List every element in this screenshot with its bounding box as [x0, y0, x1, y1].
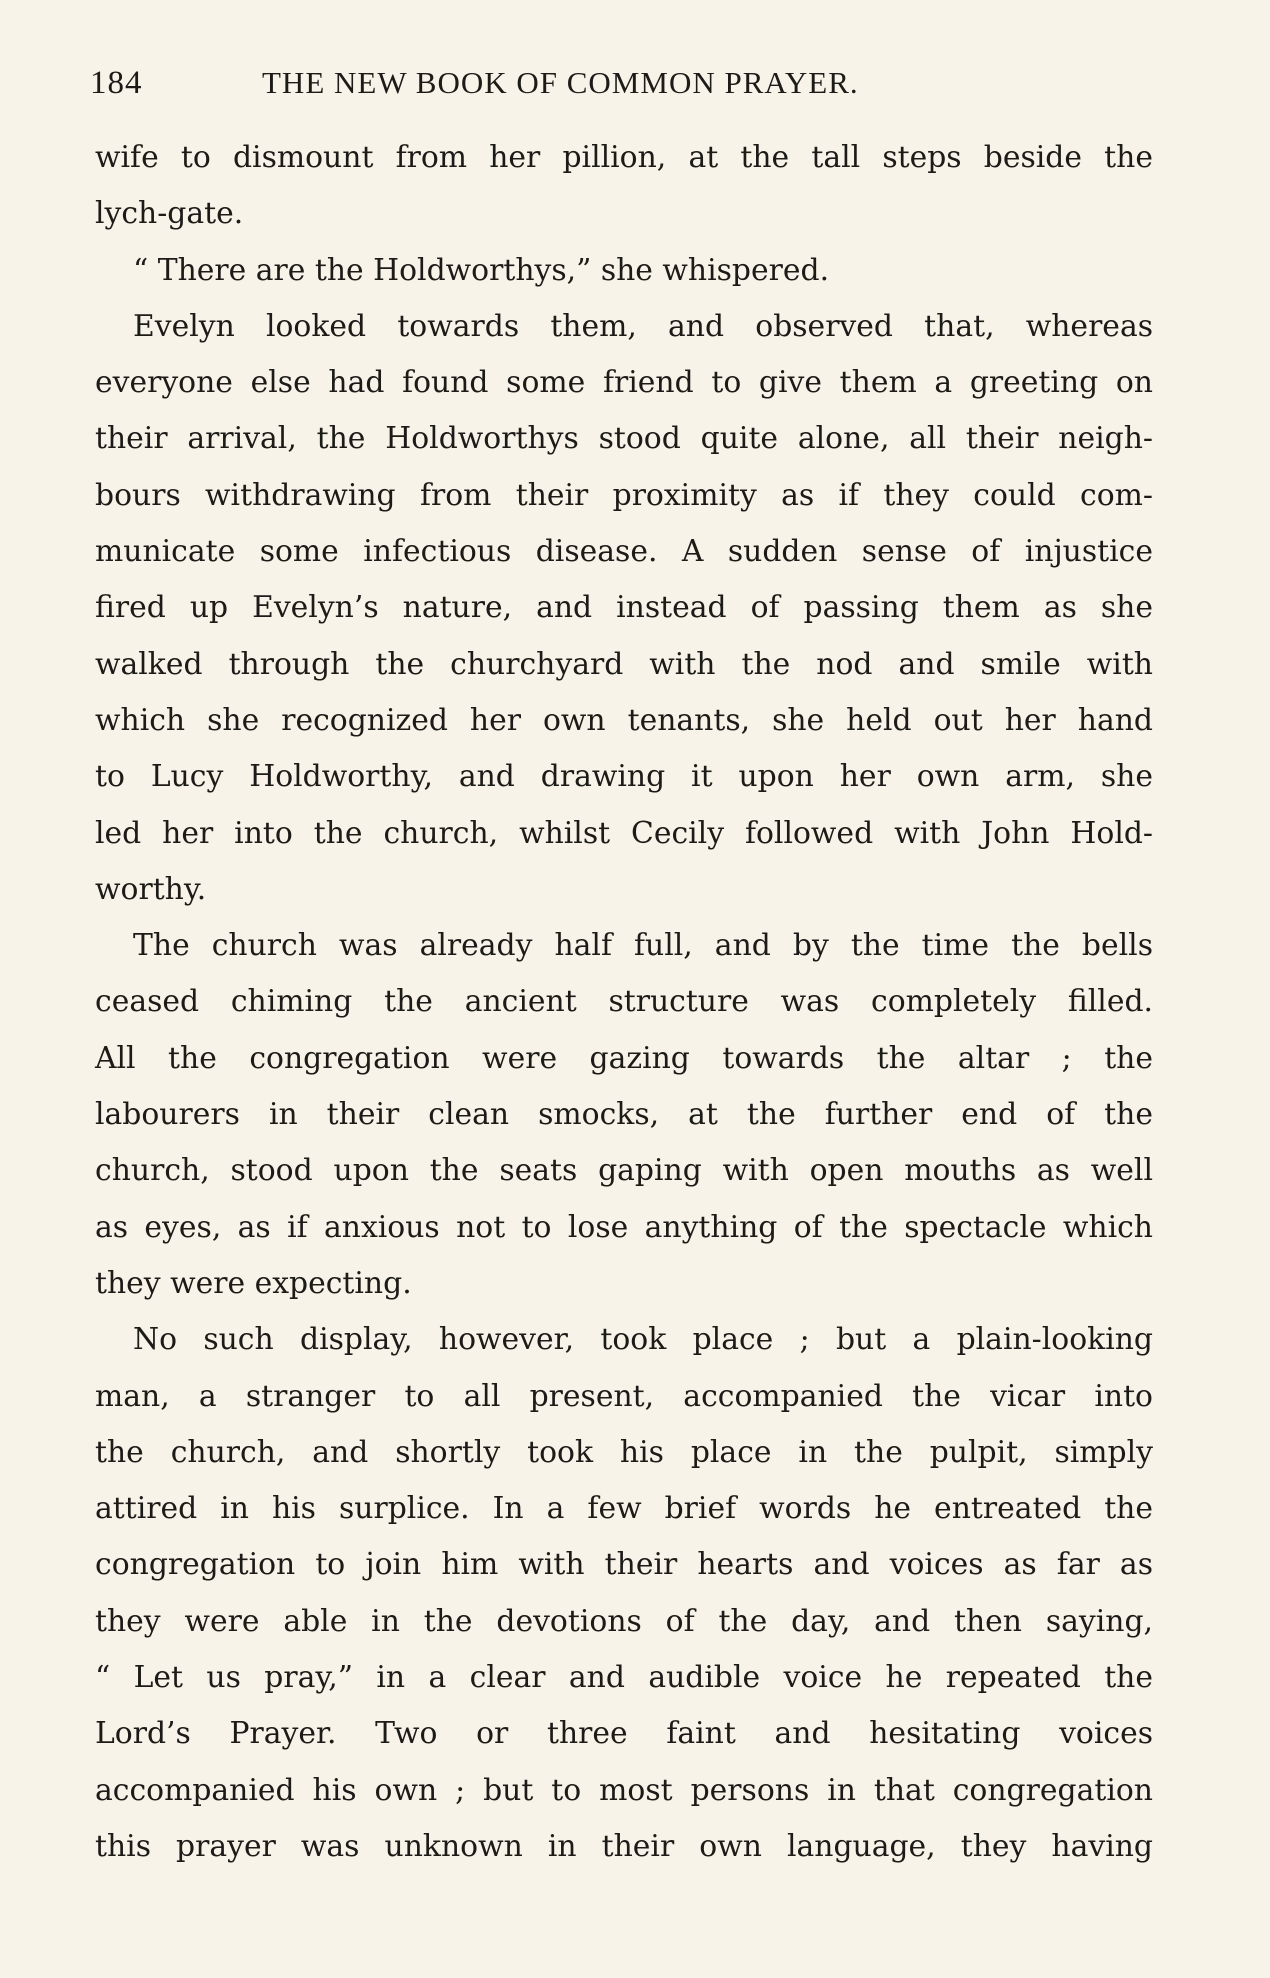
text-line: bours withdrawing from their proximity as if they could com-: [95, 477, 1153, 513]
text-line: walked through the churchyard with the nod and smile with: [95, 646, 1153, 682]
text-line: “ There are the Holdworthys,” she whispered.: [133, 252, 830, 288]
text-line: “ Let us pray,” in a clear and audible voice he repeated the: [95, 1660, 1153, 1696]
text-line: accompanied his own ; but to most persons in that congregation: [95, 1772, 1153, 1808]
body-text: [95, 130, 1153, 1875]
text-line: their arrival, the Holdworthys stood quite alone, all their neigh-: [95, 421, 1153, 457]
text-line: municate some infectious disease. A sudden sense of injustice: [95, 534, 1153, 570]
text-line: as eyes, as if anxious not to lose anything of the spectacle which: [95, 1209, 1153, 1245]
text-line: All the congregation were gazing towards the altar ; the: [95, 1040, 1153, 1076]
text-line: they were able in the devotions of the day, and then saying,: [95, 1603, 1153, 1639]
text-line: labourers in their clean smocks, at the further end of the: [95, 1097, 1153, 1133]
text-line: ceased chiming the ancient structure was completely filled.: [95, 984, 1153, 1020]
text-line: attired in his surplice. In a few brief words he entreated the: [95, 1491, 1153, 1527]
text-line: to Lucy Holdworthy, and drawing it upon her own arm, she: [95, 759, 1153, 795]
text-line: which she recognized her own tenants, she held out her hand: [95, 702, 1153, 738]
text-line: they were expecting.: [95, 1265, 412, 1301]
text-line: led her into the church, whilst Cecily followed with John Hold-: [95, 815, 1153, 851]
text-line: Evelyn looked towards them, and observed that, whereas: [133, 308, 1153, 344]
text-line: lych-gate.: [95, 196, 244, 232]
text-line: everyone else had found some friend to give them a greeting on: [95, 365, 1153, 401]
text-line: The church was already half full, and by the time the bells: [133, 928, 1153, 964]
text-line: church, stood upon the seats gaping with open mouths as well: [95, 1153, 1153, 1189]
running-title: THE NEW BOOK OF COMMON PRAYER.: [262, 65, 859, 100]
text-line: congregation to join him with their hearts and voices as far as: [95, 1547, 1153, 1583]
text-line: the church, and shortly took his place in the pulpit, simply: [95, 1434, 1153, 1470]
text-line: worthy.: [95, 871, 207, 907]
running-head: [90, 58, 1150, 108]
text-line: this prayer was unknown in their own language, they having: [95, 1828, 1153, 1864]
page-number: 184: [90, 65, 143, 101]
text-line: No such display, however, took place ; but a plain-looking: [133, 1322, 1153, 1358]
text-line: man, a stranger to all present, accompanied the vicar into: [95, 1378, 1153, 1414]
text-line: Lord’s Prayer. Two or three faint and hesitating voices: [95, 1716, 1153, 1752]
text-line: fired up Evelyn’s nature, and instead of passing them as she: [95, 590, 1153, 626]
text-line: wife to dismount from her pillion, at the tall steps beside the: [95, 140, 1153, 175]
